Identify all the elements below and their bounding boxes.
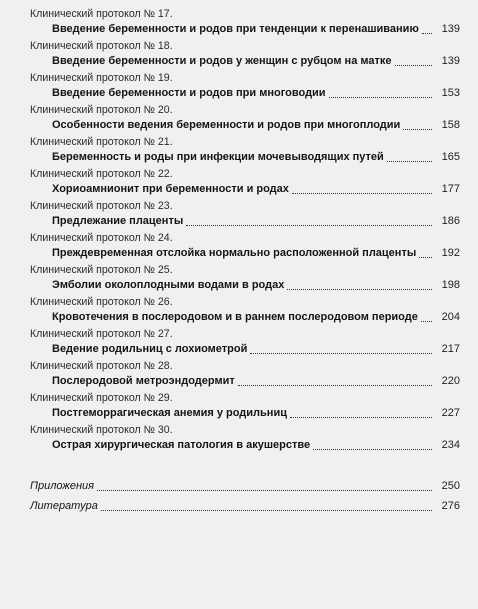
dot-leader — [186, 225, 432, 226]
toc-entry — [0, 232, 478, 264]
toc-entry — [0, 296, 478, 328]
dot-leader — [290, 417, 432, 418]
dot-leader — [287, 289, 432, 290]
entry-title: Приложения — [30, 480, 95, 492]
entry-title: Литература — [30, 500, 98, 512]
toc-entry — [0, 392, 478, 424]
dot-leader — [101, 510, 432, 511]
entry-title: Введение беременности и родов при тенденции к перенашиванию — [52, 23, 419, 35]
toc-entry — [0, 72, 478, 104]
dot-leader — [329, 97, 432, 98]
dot-leader — [422, 33, 432, 34]
page-number: 192 — [441, 247, 460, 259]
page-number: 139 — [441, 23, 460, 35]
entry-title: Ведение родильниц с лохиометрой — [52, 343, 248, 355]
dot-leader — [97, 490, 432, 491]
protocol-label: Клинический протокол № 26. — [30, 296, 173, 308]
page-number: 165 — [441, 151, 460, 163]
protocol-label: Клинический протокол № 30. — [30, 424, 173, 436]
protocol-label: Клинический протокол № 19. — [30, 72, 173, 84]
page-number: 177 — [441, 183, 460, 195]
entry-title: Хориоамнионит при беременности и родах — [52, 183, 289, 195]
dot-leader — [419, 257, 432, 258]
entry-title: Острая хирургическая патология в акушерстве — [52, 439, 311, 451]
entry-title: Предлежание плаценты — [52, 215, 184, 227]
entry-title: Кровотечения в послеродовом и в раннем послеродовом периоде — [52, 311, 418, 323]
toc-entry — [0, 104, 478, 136]
page-number: 234 — [441, 439, 460, 451]
toc-entry — [0, 8, 478, 40]
page-number: 153 — [441, 87, 460, 99]
dot-leader — [238, 385, 432, 386]
entry-title: Введение беременности и родов при многоводии — [52, 87, 326, 99]
page-number: 276 — [441, 500, 460, 512]
page-number: 186 — [441, 215, 460, 227]
dot-leader — [421, 321, 432, 322]
dot-leader — [387, 161, 432, 162]
dot-leader — [250, 353, 432, 354]
protocol-label: Клинический протокол № 28. — [30, 360, 173, 372]
toc-entry — [0, 168, 478, 200]
entry-title: Постгеморрагическая анемия у родильниц — [52, 407, 287, 419]
entry-title: Послеродовой метроэндодермит — [52, 375, 235, 387]
entry-title: Особенности ведения беременности и родов при многоплодии — [52, 119, 401, 131]
protocol-label: Клинический протокол № 20. — [30, 104, 173, 116]
dot-leader — [395, 65, 433, 66]
toc-entry — [0, 264, 478, 296]
toc-entry-literature — [0, 498, 478, 516]
protocol-label: Клинический протокол № 24. — [30, 232, 173, 244]
dot-leader — [292, 193, 432, 194]
page-number: 158 — [441, 119, 460, 131]
table-of-contents — [0, 8, 478, 456]
entry-title: Эмболии околоплодными водами в родах — [52, 279, 285, 291]
entry-title: Преждевременная отслойка нормально расположенной плаценты — [52, 247, 417, 259]
toc-entry — [0, 136, 478, 168]
entry-title: Введение беременности и родов у женщин с рубцом на матке — [52, 55, 392, 67]
page-number: 227 — [441, 407, 460, 419]
protocol-label: Клинический протокол № 27. — [30, 328, 173, 340]
protocol-label: Клинический протокол № 21. — [30, 136, 173, 148]
dot-leader — [403, 129, 432, 130]
page-number: 198 — [441, 279, 460, 291]
toc-entry — [0, 360, 478, 392]
dot-leader — [313, 449, 432, 450]
toc-entry — [0, 424, 478, 456]
protocol-label: Клинический протокол № 23. — [30, 200, 173, 212]
page-number: 250 — [441, 480, 460, 492]
toc-entry — [0, 40, 478, 72]
page-number: 204 — [441, 311, 460, 323]
page-number: 139 — [441, 55, 460, 67]
page-number: 217 — [441, 343, 460, 355]
protocol-label: Клинический протокол № 29. — [30, 392, 173, 404]
protocol-label: Клинический протокол № 22. — [30, 168, 173, 180]
protocol-label: Клинический протокол № 25. — [30, 264, 173, 276]
protocol-label: Клинический протокол № 18. — [30, 40, 173, 52]
toc-entry — [0, 328, 478, 360]
toc-entry — [0, 200, 478, 232]
page-number: 220 — [441, 375, 460, 387]
entry-title: Беременность и роды при инфекции мочевыводящих путей — [52, 151, 384, 163]
toc-entry-appendix — [0, 478, 478, 496]
protocol-label: Клинический протокол № 17. — [30, 8, 173, 20]
